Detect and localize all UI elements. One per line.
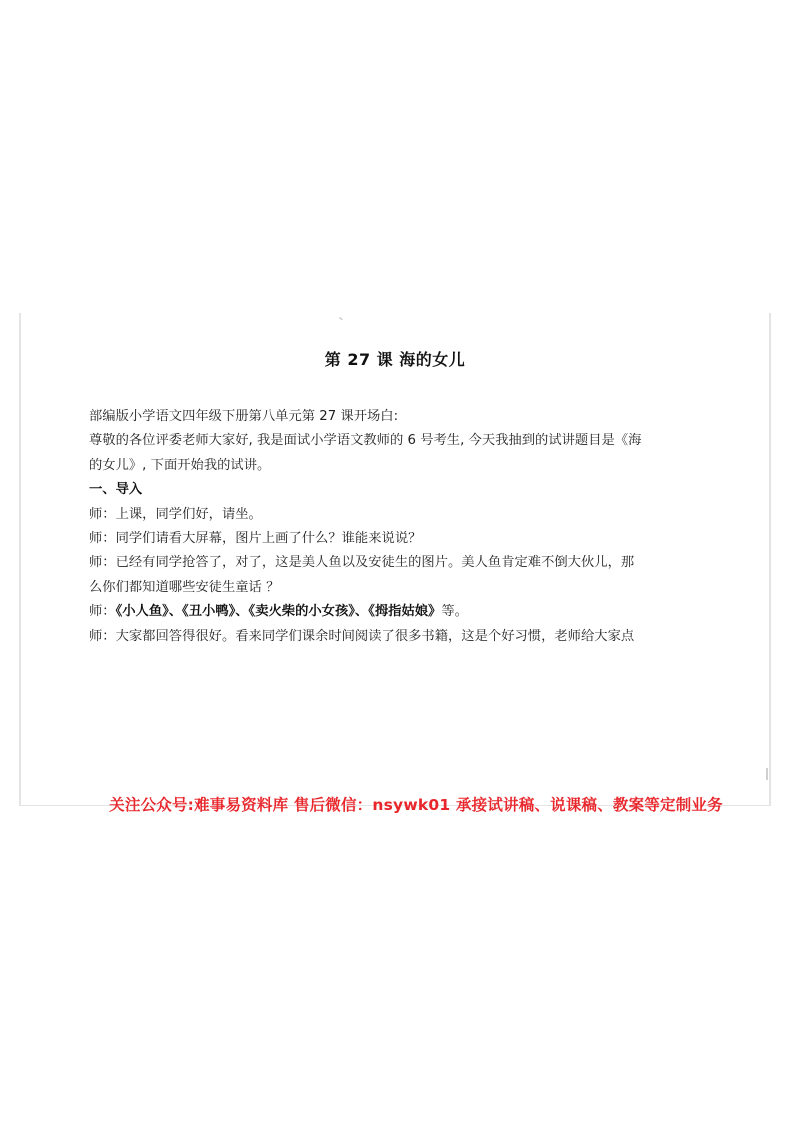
dialogue-line: 师：大家都回答得很好。看来同学们课余时间阅读了很多书籍，这是个好习惯，老师给大家点: [89, 628, 635, 644]
greeting-line-1: 尊敬的各位评委老师大家好, 我是面试小学语文教师的 6 号考生, 今天我抽到的试讲题目是《海: [89, 433, 642, 449]
scrollbar-thumb[interactable]: [766, 768, 768, 780]
dialogue-line: 么你们都知道哪些安徒生童话 ？: [89, 579, 280, 595]
story-titles: 《小人鱼》、《丑小鸭》、《卖火柴的小女孩》、《拇指姑娘》: [115, 604, 442, 620]
answer-line: [89, 600, 719, 624]
dialogue-line: 师：已经有同学抢答了，对了，这是美人鱼以及安徒生的图片。美人鱼肯定难不倒大伙儿，那: [89, 555, 635, 571]
answer-prefix: 师：: [89, 604, 116, 620]
watermark-banner: 关注公众号:难事易资料库 售后微信：nsywk01 承接试讲稿、说课稿、教案等定制业务: [109, 796, 723, 814]
intro-line: 部编版小学语文四年级下册第八单元第 27 课开场白:: [89, 409, 399, 424]
page-title: 第 27 课 海的女儿: [324, 350, 466, 369]
dialogue-line: 师：上课，同学们好，请坐。: [89, 506, 262, 522]
page-corner-mark: [336, 317, 342, 323]
section-heading: 一、导入: [89, 482, 143, 498]
document-page: [19, 313, 771, 814]
answer-suffix: 等。: [441, 604, 468, 620]
document-body: [89, 405, 719, 649]
dialogue-line: 师：同学们请看大屏幕，图片上画了什么？谁能来说说？: [89, 531, 422, 547]
greeting-line-2: 的女儿》, 下面开始我的试讲。: [89, 457, 271, 473]
